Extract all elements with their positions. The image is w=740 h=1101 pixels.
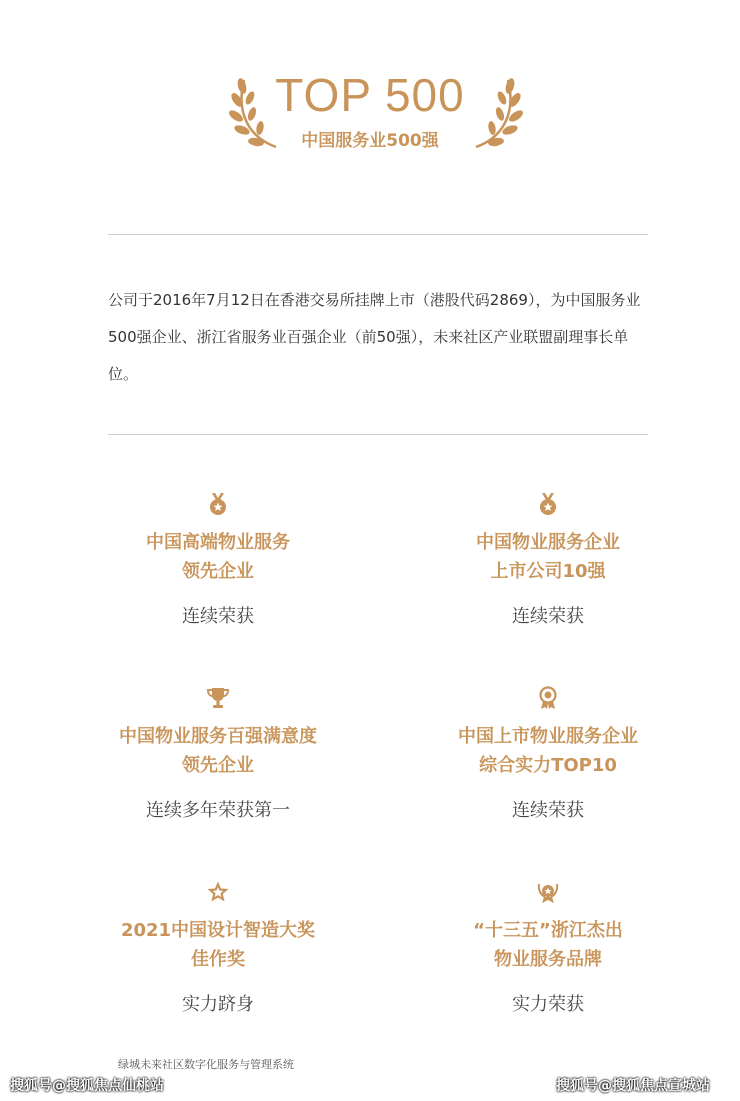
divider-top bbox=[108, 234, 648, 235]
award-note: 连续荣获 bbox=[512, 606, 584, 627]
award-title-line2: 综合实力TOP10 bbox=[479, 755, 617, 776]
divider-bottom bbox=[108, 434, 648, 435]
award-title-line1: 中国高端物业服务 bbox=[146, 532, 290, 553]
company-intro: 公司于2016年7月12日在香港交易所挂牌上市（港股代码2869），为中国服务业500强企业、浙江省服务业百强企业（前50强），未来社区产业联盟副理事长单位。 bbox=[108, 291, 641, 383]
top500-subtitle: 中国服务业500强 bbox=[301, 131, 439, 151]
award-title-line1: 中国物业服务企业 bbox=[476, 532, 620, 553]
award-item bbox=[68, 880, 368, 1016]
award-item bbox=[398, 492, 698, 628]
award-title-line1: 2021中国设计智造大奖 bbox=[120, 920, 316, 941]
award-title-line1: 中国上市物业服务企业 bbox=[458, 726, 638, 747]
award-note: 连续荣获 bbox=[512, 800, 584, 821]
watermark-left: 搜狐号@搜狐焦点仙桃站 bbox=[10, 1078, 164, 1094]
award-item bbox=[68, 686, 368, 822]
award-title-line2: 物业服务品牌 bbox=[494, 949, 602, 970]
medal-icon bbox=[206, 492, 230, 516]
award-title-line1: 中国物业服务百强满意度 bbox=[119, 726, 317, 747]
footer-caption: 绿城未来社区数字化服务与管理系统 bbox=[118, 1058, 294, 1071]
star-icon bbox=[206, 880, 230, 904]
laurel-medal-icon bbox=[536, 880, 560, 904]
award-note: 实力跻身 bbox=[182, 994, 254, 1015]
award-note: 连续多年荣获第一 bbox=[146, 800, 290, 821]
award-note: 实力荣获 bbox=[512, 994, 584, 1015]
trophy-icon bbox=[206, 686, 230, 710]
award-title-line1: “十三五”浙江杰出 bbox=[473, 920, 623, 941]
award-note: 连续荣获 bbox=[182, 606, 254, 627]
laurel-wreath-right-icon bbox=[464, 72, 524, 152]
award-title-line2: 领先企业 bbox=[182, 755, 254, 776]
top500-header bbox=[0, 60, 740, 160]
watermark-right: 搜狐号@搜狐焦点宣城站 bbox=[556, 1078, 710, 1094]
award-item bbox=[68, 492, 368, 628]
award-title-line2: 佳作奖 bbox=[191, 949, 245, 970]
award-item bbox=[398, 686, 698, 822]
award-title-line2: 领先企业 bbox=[182, 561, 254, 582]
medal-icon bbox=[536, 492, 560, 516]
award-title-line2: 上市公司10强 bbox=[490, 561, 606, 582]
award-item bbox=[398, 880, 698, 1016]
top500-title: TOP 500 bbox=[275, 69, 465, 121]
ribbon-badge-icon bbox=[536, 686, 560, 710]
